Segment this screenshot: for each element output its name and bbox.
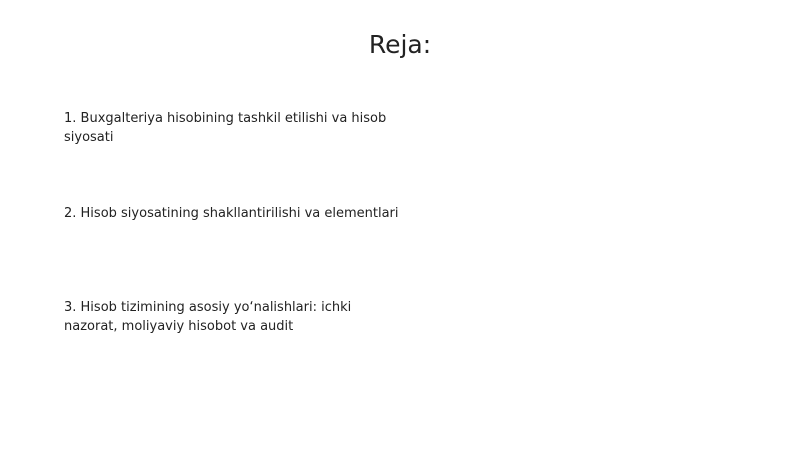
plan-item-1: 1. Buxgalteriya hisobining tashkil etilishi va hisob siyosati (64, 111, 387, 145)
plan-item-3: 3. Hisob tizimining asosiy yo‘nalishlari: ichki nazorat, moliyaviy hisobot va audit (64, 300, 352, 334)
plan-item-2: 2. Hisob siyosatining shakllantirilishi va elementlari (64, 206, 399, 221)
slide-title: Reja: (368, 30, 432, 59)
